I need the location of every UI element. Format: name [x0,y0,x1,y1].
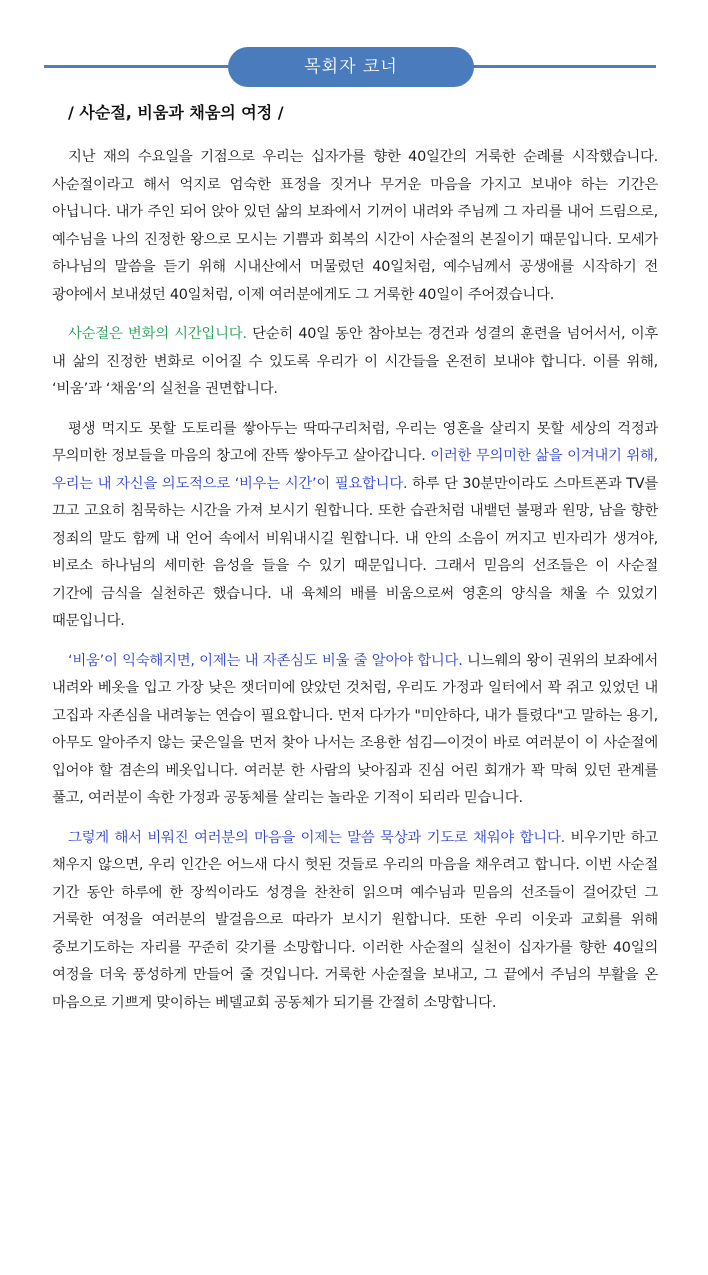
paragraph-3-text: 평생 먹지도 못할 도토리를 쌓아두는 딱따구리처럼, 우리는 영혼을 살리지 못할 세상의 걱정과 무의미한 정보들을 마음의 창고에 잔뜩 쌓아두고 살아갑니다. [52,420,658,464]
paragraph-5-lead: 그렇게 해서 비워진 여러분의 마음을 이제는 말씀 묵상과 기도로 채워야 합니다. [68,829,565,846]
article-body [52,144,658,1029]
paragraph-5-text: 비우기만 하고 채우지 않으면, 우리 인간은 어느새 다시 헛된 것들로 우리의 마음을 채우려고 합니다. 이번 사순절 기간 동안 하루에 한 장씩이라도 성경을 찬찬히 읽으며 예수님과 믿음의 선조들이 걸어갔던 그 거룩한 여정을 여러분의 발걸음으로 따라가 보시기 원합니다. 또한 우리 이웃과 교회를 위해 중보기도하는 자리를 꾸준히 갖기를 소망합니다. 이러한 사순절의 실천이 십자가를 향한 40일의 여정을 더욱 풍성하게 만들어 줄 것입니다. 거룩한 사순절을 보내고, 그 끝에서 주님의 부활을 온 마음으로 기쁘게 맞이하는 베델교회 공동체가 되기를 간절히 소망합니다. [52,829,658,1011]
paragraph-3-highlight: 이러한 무의미한 삶을 이겨내기 위해, 우리는 내 자신을 의도적으로 ‘비우는 시간’이 필요합니다. [52,448,658,492]
paragraph-2-lead: 사순절은 변화의 시간입니다. [68,326,247,342]
paragraph-5 [52,825,658,1018]
paragraph-2 [52,321,658,404]
paragraph-2-text: 단순히 40일 동안 참아보는 경건과 성결의 훈련을 넘어서서, 이후 내 삶의 진정한 변화로 이어질 수 있도록 우리가 이 시간들을 온전히 보내야 합니다. 이를 위해, ‘비움’과 ‘채움’의 실천을 권면합니다. [52,326,658,397]
paragraph-4-text: 니느웨의 왕이 권위의 보좌에서 내려와 베옷을 입고 가장 낮은 잿더미에 앉았던 것처럼, 우리도 가정과 일터에서 꽉 쥐고 있었던 내 고집과 자존심을 내려놓는 연습이 필요합니다. 먼저 다가가 "미안하다, 내가 틀렸다"고 말하는 용기, 아무도 알아주지 않는 궂은일을 먼저 찾아 나서는 조용한 섬김—이것이 바로 여러분이 이 사순절에 입어야 할 겸손의 베옷입니다. 여러분 한 사람의 낮아짐과 진심 어린 회개가 꽉 막혀 있던 관계를 풀고, 여러분이 속한 가정과 공동체를 살리는 놀라운 기적이 되리라 믿습니다. [52,652,658,806]
paragraph-3 [52,416,658,636]
paragraph-4 [52,648,658,813]
paragraph-1-text: 지난 재의 수요일을 기점으로 우리는 십자가를 향한 40일간의 거룩한 순례를 시작했습니다. 사순절이라고 해서 억지로 엄숙한 표정을 짓거나 무거운 마음을 가지고 보내야 하는 기간은 아닙니다. 내가 주인 되어 앉아 있던 삶의 보좌에서 기꺼이 내려와 주님께 그 자리를 내어 드림으로, 예수님을 나의 진정한 왕으로 모시는 기쁨과 회복의 시간이 사순절의 본질이기 때문입니다. 모세가 하나님의 말씀을 듣기 위해 시내산에서 머물렀던 40일처럼, 예수님께서 공생애를 시작하기 전 광야에서 보내셨던 40일처럼, 이제 여러분에게도 그 거룩한 40일이 주어졌습니다. [52,149,658,303]
paragraph-3-tail: 하루 단 30분만이라도 스마트폰과 TV를 끄고 고요히 침묵하는 시간을 가져 보시기 원합니다. 또한 습관처럼 내뱉던 불평과 원망, 남을 향한 정죄의 말도 함께 내 언어 속에서 비워내시길 원합니다. 내 안의 소음이 꺼지고 빈자리가 생겨야, 비로소 하나님의 세미한 음성을 들을 수 있기 때문입니다. 그래서 믿음의 선조들은 이 사순절 기간에 금식을 실천하곤 했습니다. 내 육체의 배를 비움으로써 영혼의 양식을 채울 수 있었기 때문입니다. [52,475,658,629]
paragraph-1 [52,144,658,309]
article-title: / 사순절, 비움과 채움의 여정 / [68,103,284,122]
section-banner: 목회자 코너 [228,47,474,87]
paragraph-4-lead: ‘비움’이 익숙해지면, 이제는 내 자존심도 비울 줄 알아야 합니다. [68,652,463,669]
